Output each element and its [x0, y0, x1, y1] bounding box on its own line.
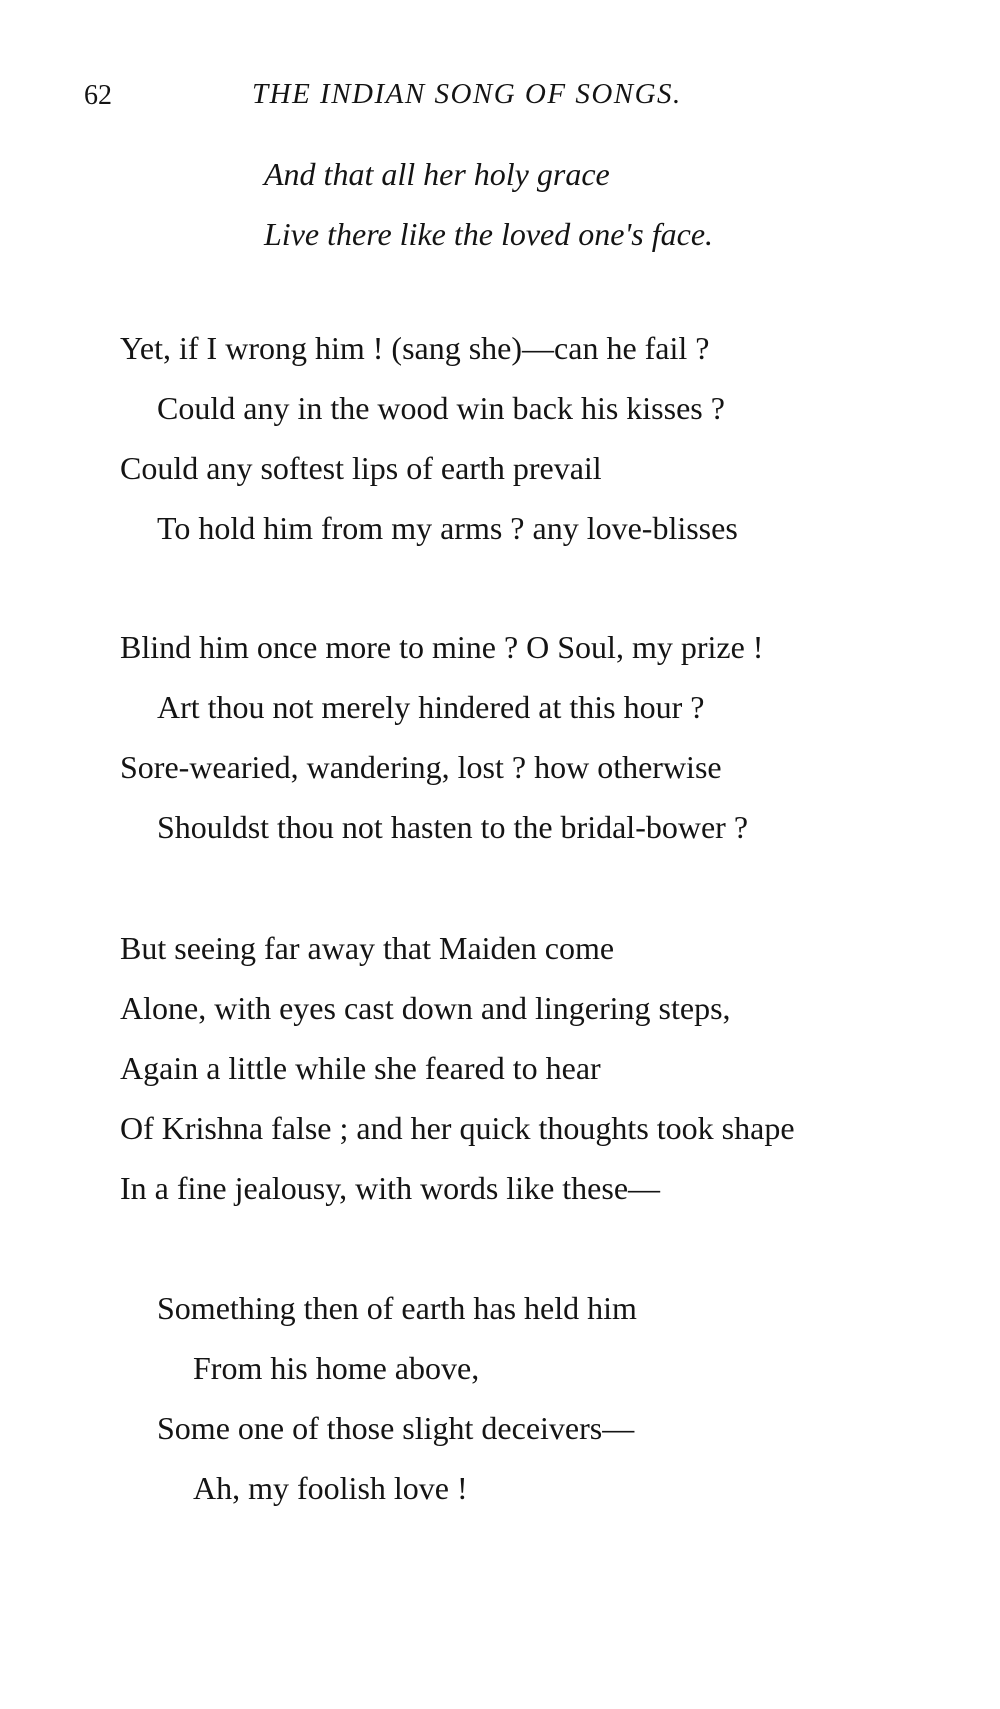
poem-line: Alone, with eyes cast down and lingering steps, [120, 990, 731, 1026]
poem-line: In a fine jealousy, with words like these— [120, 1170, 661, 1206]
poem-line: Blind him once more to mine ? O Soul, my prize ! [120, 629, 764, 665]
poem-line: Could any in the wood win back his kisses ? [157, 390, 725, 426]
poem-line: Yet, if I wrong him ! (sang she)—can he fail ? [120, 330, 710, 366]
poem-line: Some one of those slight deceivers— [157, 1410, 635, 1446]
poem-line: From his home above, [193, 1350, 480, 1386]
poem-line: Again a little while she feared to hear [120, 1050, 601, 1086]
poem-line: And that all her holy grace [264, 156, 610, 192]
poem-line: Could any softest lips of earth prevail [120, 450, 602, 486]
poem-line: Art thou not merely hindered at this hour ? [157, 689, 705, 725]
page-number: 62 [84, 80, 112, 111]
poem-line: Sore-wearied, wandering, lost ? how otherwise [120, 749, 722, 785]
running-title: THE INDIAN SONG OF SONGS. [252, 78, 682, 110]
poem-line: Shouldst thou not hasten to the bridal-bower ? [157, 809, 749, 845]
poem-line: Of Krishna false ; and her quick thoughts took shape [120, 1110, 795, 1146]
poem-line: Ah, my foolish love ! [193, 1470, 468, 1506]
poem-line: Something then of earth has held him [157, 1290, 637, 1326]
poem-line: But seeing far away that Maiden come [120, 930, 615, 966]
poem-line: Live there like the loved one's face. [264, 216, 714, 252]
poem-line: To hold him from my arms ? any love-blisses [157, 510, 738, 546]
